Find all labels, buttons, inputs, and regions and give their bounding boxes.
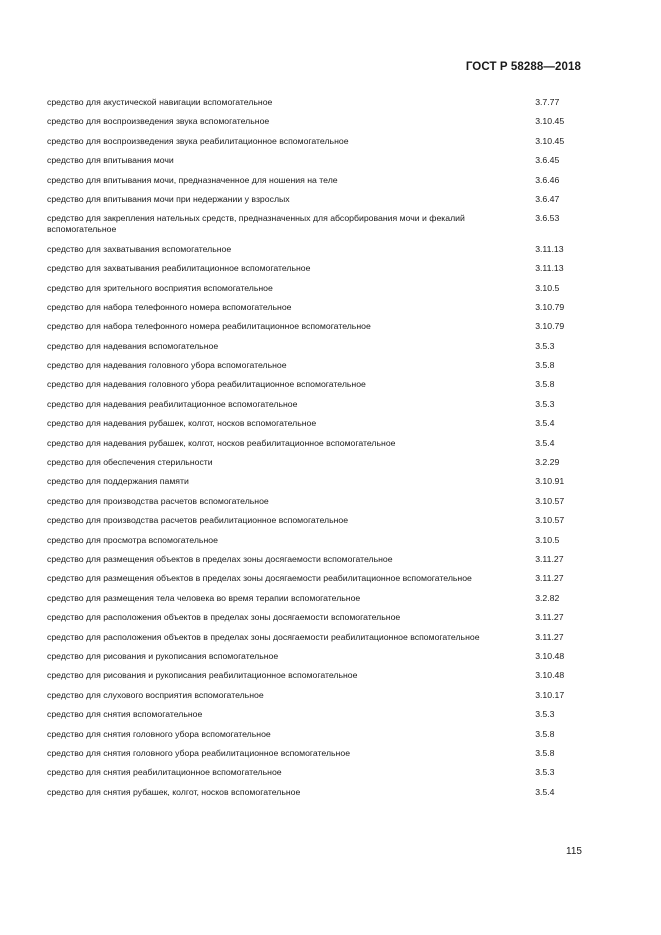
index-entry (47, 476, 587, 487)
entry-reference: 3.11.27 (535, 631, 564, 642)
entry-term: средство для впитывания мочи (47, 155, 174, 166)
entry-reference: 3.11.27 (535, 573, 564, 584)
entry-term: средство для воспроизведения звука реабилитационное вспомогательное (47, 135, 349, 146)
entry-reference: 3.11.13 (535, 243, 564, 254)
entry-term: средство для впитывания мочи, предназначенное для ношения на теле (47, 174, 338, 185)
entry-reference: 3.6.46 (535, 174, 560, 185)
entry-reference: 3.5.3 (535, 340, 555, 351)
entry-reference: 3.2.29 (535, 457, 560, 468)
entry-reference: 3.10.57 (535, 515, 565, 526)
entry-reference: 3.10.45 (535, 135, 565, 146)
index-entry (47, 155, 587, 166)
index-entry (47, 302, 587, 313)
entry-reference: 3.11.27 (535, 553, 564, 564)
entry-term: средство для размещения объектов в пределах зоны досягаемости вспомогательное (47, 553, 393, 564)
entry-reference: 3.6.53 (535, 213, 560, 224)
entry-reference: 3.5.8 (535, 747, 555, 758)
entry-term: средство для зрительного восприятия вспомогательное (47, 282, 273, 293)
entry-term: средство для снятия головного убора вспомогательное (47, 728, 271, 739)
entry-term: средство для надевания головного убора реабилитационное вспомогательное (47, 379, 366, 390)
index-entry (47, 670, 587, 681)
index-entry (47, 787, 587, 798)
entry-reference: 3.10.79 (535, 321, 565, 332)
entry-reference: 3.2.82 (535, 592, 560, 603)
entry-reference: 3.5.3 (535, 709, 555, 720)
index-entry (47, 612, 587, 623)
document-header: ГОСТ Р 58288—2018 (465, 61, 581, 73)
index-entry (47, 283, 587, 294)
index-entry (47, 244, 587, 255)
entry-term: средство для расположения объектов в пределах зоны досягаемости реабилитационное вспомогательное (47, 631, 480, 642)
entry-term: средство для снятия головного убора реабилитационное вспомогательное (47, 747, 351, 758)
index-entry (47, 632, 587, 643)
index-entry (47, 593, 587, 604)
entry-term: средство для надевания реабилитационное вспомогательное (47, 398, 298, 409)
entry-term: средство для размещения тела человека во время терапии вспомогательное (47, 592, 361, 603)
index-entry (47, 321, 587, 332)
entry-term: средство для обеспечения стерильности (47, 457, 213, 468)
index-entry (47, 535, 587, 546)
index-entry (47, 194, 587, 205)
index-entry (47, 729, 587, 740)
index-entry (47, 213, 587, 235)
entry-reference: 3.5.8 (535, 728, 555, 739)
index-entry (47, 438, 587, 449)
entry-term: средство для рисования и рукописания реабилитационное вспомогательное (47, 670, 358, 681)
index-entry (47, 379, 587, 390)
index-entry (47, 767, 587, 778)
index-entry (47, 651, 587, 662)
index-entry (47, 418, 587, 429)
entry-term: средство для воспроизведения звука вспомогательное (47, 116, 270, 127)
entry-reference: 3.5.8 (535, 379, 555, 390)
entry-reference: 3.10.17 (535, 689, 565, 700)
entry-reference: 3.10.5 (535, 534, 560, 545)
entry-term: средство для просмотра вспомогательное (47, 534, 218, 545)
index-entry (47, 360, 587, 371)
index-entry (47, 554, 587, 565)
entry-term: средство для слухового восприятия вспомогательное (47, 689, 264, 700)
entry-reference: 3.5.4 (535, 437, 555, 448)
page-number: 115 (566, 846, 582, 857)
entry-term: средство для надевания рубашек, колгот, носков реабилитационное вспомогательное (47, 437, 396, 448)
entry-reference: 3.10.45 (535, 116, 565, 127)
entry-reference: 3.10.91 (535, 476, 565, 487)
entry-term: средство для поддержания памяти (47, 476, 189, 487)
entry-term: средство для захватывания реабилитационное вспомогательное (47, 263, 311, 274)
entry-term: средство для надевания вспомогательное (47, 340, 219, 351)
entry-reference: 3.5.3 (535, 398, 555, 409)
entry-reference: 3.10.79 (535, 301, 565, 312)
index-entry (47, 709, 587, 720)
entry-reference: 3.5.8 (535, 360, 555, 371)
entry-reference: 3.5.4 (535, 786, 555, 797)
index-entry (47, 97, 587, 108)
index-entry (47, 116, 587, 127)
entry-term: средство для снятия рубашек, колгот, носков вспомогательное (47, 786, 301, 797)
index-entry (47, 175, 587, 186)
entry-reference: 3.11.27 (535, 612, 564, 623)
entry-reference: 3.10.48 (535, 670, 565, 681)
entry-term: средство для производства расчетов вспомогательное (47, 495, 269, 506)
index-entry (47, 399, 587, 410)
index-entry (47, 573, 587, 584)
entry-term: средство для снятия вспомогательное (47, 709, 203, 720)
entry-reference: 3.5.4 (535, 418, 555, 429)
entry-term: средство для снятия реабилитационное вспомогательное (47, 767, 282, 778)
index-entry (47, 263, 587, 274)
term-index-list (47, 97, 587, 806)
entry-reference: 3.5.3 (535, 767, 555, 778)
index-entry (47, 690, 587, 701)
entry-reference: 3.6.47 (535, 193, 560, 204)
entry-term: средство для рисования и рукописания вспомогательное (47, 650, 279, 661)
entry-term: средство для набора телефонного номера вспомогательное (47, 301, 292, 312)
entry-reference: 3.10.57 (535, 495, 565, 506)
entry-term: средство для акустической навигации вспомогательное (47, 97, 273, 107)
index-entry (47, 515, 587, 526)
entry-reference: 3.10.48 (535, 650, 565, 661)
index-entry (47, 748, 587, 759)
index-entry (47, 457, 587, 468)
index-entry (47, 341, 587, 352)
entry-reference: 3.7.77 (535, 97, 560, 107)
entry-term: средство для захватывания вспомогательное (47, 243, 232, 254)
entry-reference: 3.6.45 (535, 155, 560, 166)
entry-term: средство для набора телефонного номера реабилитационное вспомогательное (47, 321, 371, 332)
entry-term: средство для надевания рубашек, колгот, носков вспомогательное (47, 418, 317, 429)
index-entry (47, 496, 587, 507)
entry-term: средство для надевания головного убора вспомогательное (47, 360, 287, 371)
entry-term: средство для размещения объектов в пределах зоны досягаемости реабилитационное вспомогательное (47, 573, 472, 584)
index-entry (47, 136, 587, 147)
entry-term: средство для впитывания мочи при недержании у взрослых (47, 193, 290, 204)
entry-reference: 3.11.13 (535, 263, 564, 274)
entry-term: средство для производства расчетов реабилитационное вспомогательное (47, 515, 349, 526)
entry-term: средство для расположения объектов в пределах зоны досягаемости вспомогательное (47, 612, 401, 623)
entry-reference: 3.10.5 (535, 282, 560, 293)
entry-term: средство для закрепления нательных средств, предназначенных для абсорбирования мочи и фекалий вспомогательное (47, 213, 465, 235)
